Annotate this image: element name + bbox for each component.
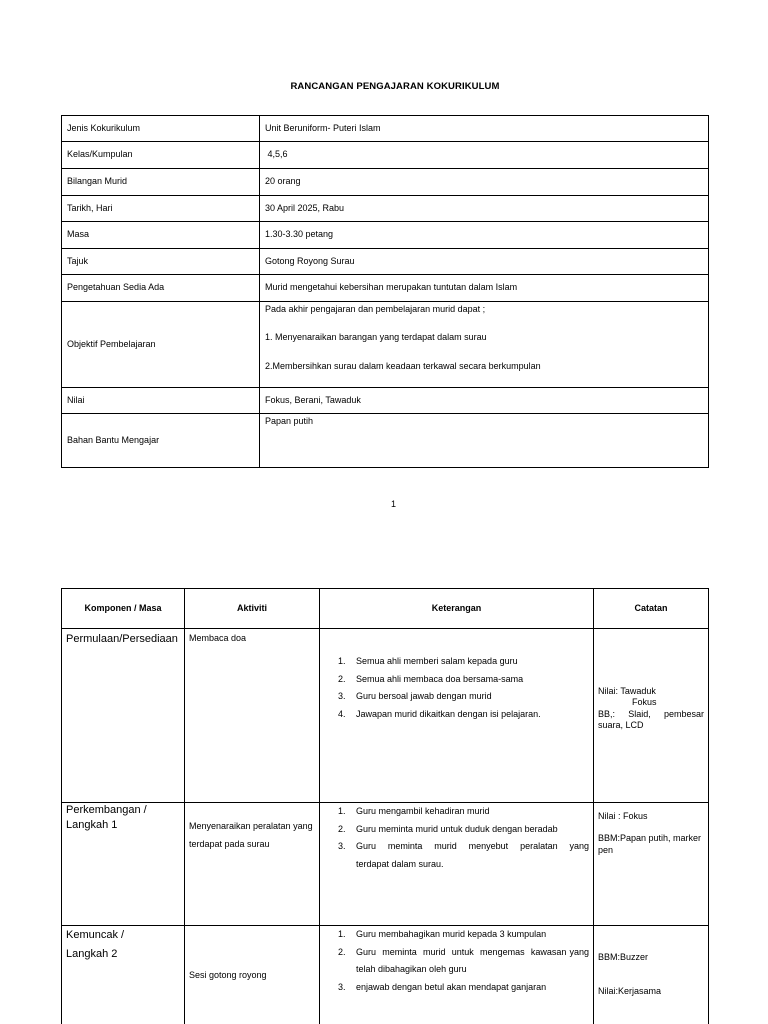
info-value: Unit Beruniform- Puteri Islam [260, 116, 709, 142]
bbm-value: Papan putih [260, 414, 709, 468]
keterangan-cell [320, 629, 594, 803]
info-row [62, 222, 709, 249]
catatan-cell [594, 926, 709, 1024]
info-value: 20 orang [260, 169, 709, 196]
info-value: 4,5,6 [260, 142, 709, 169]
info-row [62, 142, 709, 169]
keterangan-item: 1. Guru membahagikan murid kepada 3 kumpulan [338, 929, 547, 939]
lesson-plan-table [61, 588, 709, 1024]
keterangan-cell [320, 926, 594, 1024]
objektif-label: Objektif Pembelajaran [62, 302, 260, 388]
objektif-value [260, 302, 709, 388]
keterangan-list [324, 803, 592, 873]
nilai-value: Fokus, Berani, Tawaduk [260, 388, 709, 414]
objektif-item: 2.Membersihkan surau dalam keadaan terkawal secara berkumpulan [265, 360, 541, 371]
keterangan-list [324, 653, 589, 723]
catatan-line: BBM:Buzzer [598, 952, 649, 962]
catatan-cell [594, 803, 709, 926]
catatan-line: Fokus [632, 697, 657, 708]
aktiviti-cell: Sesi gotong royong [185, 926, 320, 1024]
objektif-intro: Pada akhir pengajaran dan pembelajaran murid dapat ; [265, 304, 486, 314]
info-label: Tajuk [62, 249, 260, 275]
info-label: Kelas/Kumpulan [62, 142, 260, 169]
komponen-cell: Permulaan/Persediaan [62, 629, 185, 803]
keterangan-item: 2. Semua ahli membaca doa bersama-sama [338, 673, 524, 684]
page-number: 1 [391, 499, 397, 509]
header-catatan: Catatan [594, 589, 709, 629]
keterangan-item: 4. Jawapan murid dikaitkan dengan isi pelajaran. [338, 708, 541, 719]
objektif-item: 1. Menyenaraikan barangan yang terdapat dalam surau [265, 332, 487, 343]
info-value: 30 April 2025, Rabu [260, 196, 709, 222]
plan-row [62, 629, 709, 803]
objektif-row [62, 302, 709, 388]
komponen-cell: Perkembangan / Langkah 1 [62, 803, 185, 926]
info-row [62, 249, 709, 275]
keterangan-item: 1. Guru mengambil kehadiran murid [338, 806, 490, 816]
plan-row [62, 803, 709, 926]
header-komponen: Komponen / Masa [62, 589, 185, 629]
catatan-line: Nilai:Kerjasama [598, 986, 662, 997]
keterangan-item: 3. Guru meminta murid menyebut peralatan yang terdapat dalam surau. [338, 841, 592, 869]
keterangan-item: 2. Guru meminta murid untuk duduk dengan beradab [338, 823, 558, 834]
keterangan-item: 3. Guru bersoal jawab dengan murid [338, 691, 492, 702]
nilai-row [62, 388, 709, 414]
info-label: Masa [62, 222, 260, 249]
info-label: Tarikh, Hari [62, 196, 260, 222]
plan-row [62, 926, 709, 1024]
info-label: Pengetahuan Sedia Ada [62, 275, 260, 302]
keterangan-list [324, 926, 592, 996]
keterangan-cell [320, 803, 594, 926]
keterangan-item: 1. Semua ahli memberi salam kepada guru [338, 656, 518, 666]
info-row [62, 196, 709, 222]
bbm-row [62, 414, 709, 468]
info-label: Jenis Kokurikulum [62, 116, 260, 142]
catatan-line: BBM:Papan putih, marker pen [598, 833, 702, 855]
komponen-cell: Kemuncak / Langkah 2 [62, 926, 185, 1024]
catatan-line: BB,: Slaid, pembesar suara, LCD [598, 708, 707, 730]
keterangan-item: 2. Guru meminta murid untuk mengemas kawasan yang telah dibahagikan oleh guru [338, 946, 592, 975]
catatan-cell [594, 629, 709, 803]
catatan-line: Nilai: Tawaduk [598, 686, 656, 696]
info-row [62, 116, 709, 142]
lesson-info-table [61, 115, 709, 468]
header-aktiviti: Aktiviti [185, 589, 320, 629]
aktiviti-cell: Menyenaraikan peralatan yang terdapat pada surau [185, 803, 320, 926]
header-keterangan: Keterangan [320, 589, 594, 629]
document-title: RANCANGAN PENGAJARAN KOKURIKULUM [290, 81, 500, 92]
info-value: Gotong Royong Surau [260, 249, 709, 275]
aktiviti-cell: Membaca doa [185, 629, 320, 803]
info-value: Murid mengetahui kebersihan merupakan tuntutan dalam Islam [260, 275, 709, 302]
info-row [62, 275, 709, 302]
plan-header-row [62, 589, 709, 629]
info-row [62, 169, 709, 196]
catatan-line: Nilai : Fokus [598, 811, 648, 821]
keterangan-item: 3. enjawab dengan betul akan mendapat ganjaran [338, 981, 547, 992]
info-label: Bilangan Murid [62, 169, 260, 196]
nilai-label: Nilai [62, 388, 260, 414]
info-value: 1.30-3.30 petang [260, 222, 709, 249]
bbm-label: Bahan Bantu Mengajar [62, 414, 260, 468]
